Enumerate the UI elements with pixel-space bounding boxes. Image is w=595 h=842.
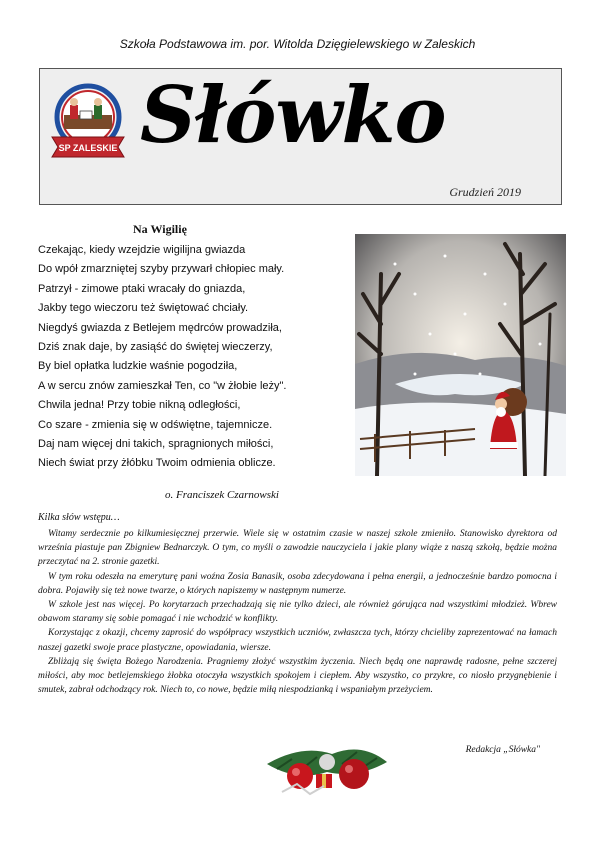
signature: Redakcja „Słówka" bbox=[465, 745, 540, 755]
poem-line: Dziś znak daje, by zasiąść do świętej wieczerzy, bbox=[38, 340, 273, 353]
article-paragraph: Witamy serdecznie po kilkumiesięcznej przerwie. Wiele się w ostatnim czasie w naszej szkole zmieniło. Stanowisko dyrektora od września piastuje pan Zbigniew Bednarczyk. O tym, co myśli o zawodzie nauczyciela i jakie plany wiąże z naszą szkołą, będzie można przeczytać na 2. stronie gazetki. bbox=[38, 529, 557, 568]
masthead bbox=[39, 68, 562, 205]
poem-line: Chwila jedna! Przy tobie nikną odległości, bbox=[38, 399, 241, 412]
article-paragraph: Korzystając z okazji, chcemy zaprosić do współpracy wszystkich uczniów, zwłaszcza tych, którzy chcieliby zaprezentować na łamach naszej gazetki swoje prace plastyczne, opowiadania, wiersze. bbox=[38, 628, 557, 653]
poem-line: A w sercu znów zamieszkał Ten, co "w żłobie leży". bbox=[38, 379, 287, 392]
poem-line: Patrzył - zimowe ptaki wracały do gniazda, bbox=[38, 282, 246, 295]
article-paragraph: W tym roku odeszła na emeryturę pani woźna Zosia Banasik, osoba zdecydowana i pełna energii, a jednocześnie bardzo pomocna i dobra. Pojawiły się też nowe twarze, o których napiszemy w następnym numerze. bbox=[38, 571, 557, 596]
newspaper-title: Słówko bbox=[140, 70, 446, 161]
poem-line: Co szare - zmienia się w odświętne, tajemnicze. bbox=[38, 418, 273, 431]
logo-text: SP ZALESKIE bbox=[58, 143, 118, 153]
poem-title: Na Wigilię bbox=[133, 222, 187, 236]
poem-line: Jakby tego wieczoru też świętować chciały. bbox=[38, 302, 249, 315]
article-intro: Kilka słów wstępu… bbox=[38, 512, 120, 523]
school-logo bbox=[44, 83, 132, 163]
poem-lines bbox=[38, 241, 338, 474]
poem-line: Daj nam więcej dni takich, spragnionych miłości, bbox=[38, 437, 274, 450]
christmas-ornaments-decoration bbox=[262, 724, 392, 804]
winter-santa-illustration bbox=[355, 234, 566, 476]
poem-line: Niegdyś gwiazda z Betlejem mędrców prowadziła, bbox=[38, 321, 282, 334]
poem-line: By biel opłatka ludzkie waśnie pogodziła, bbox=[38, 360, 238, 373]
school-name: Szkoła Podstawowa im. por. Witolda Dzięgielewskiego w Zaleskich bbox=[119, 37, 476, 51]
article-paragraph: Zbliżają się święta Bożego Narodzenia. Pragniemy złożyć wszystkim życzenia. Niech będą one naprawdę radosne, pełne szczerej miłości, aby moc betlejemskiego żłobka otoczyła wszystkich spokojem i ciepłem. Aby wszystko, co przykre, co niosło przygnębienie i smutek, zabrał odchodzący rok. Niech to, co nowe, będzie miłą niespodzianką i wspaniałym przeżyciem. bbox=[38, 656, 557, 696]
poem-line: Czekając, kiedy wzejdzie wigilijna gwiazda bbox=[38, 244, 246, 256]
poem-line: Do wpół zmarzniętej szyby przywarł chłopiec mały. bbox=[38, 263, 285, 276]
article-body bbox=[38, 527, 557, 697]
issue-date: Grudzień 2019 bbox=[449, 185, 521, 199]
poem-author: o. Franciszek Czarnowski bbox=[165, 489, 279, 501]
poem-line: Niech świat przy żłóbku Twoim odmienia oblicze. bbox=[38, 457, 276, 470]
article-paragraph: W szkole jest nas więcej. Po korytarzach przechadzają się nie tylko dzieci, ale również górująca nad wszystkimi młodzież. Wbrew obawom staramy się sobie pomagać i nie wchodzić w konflikty. bbox=[38, 600, 557, 625]
